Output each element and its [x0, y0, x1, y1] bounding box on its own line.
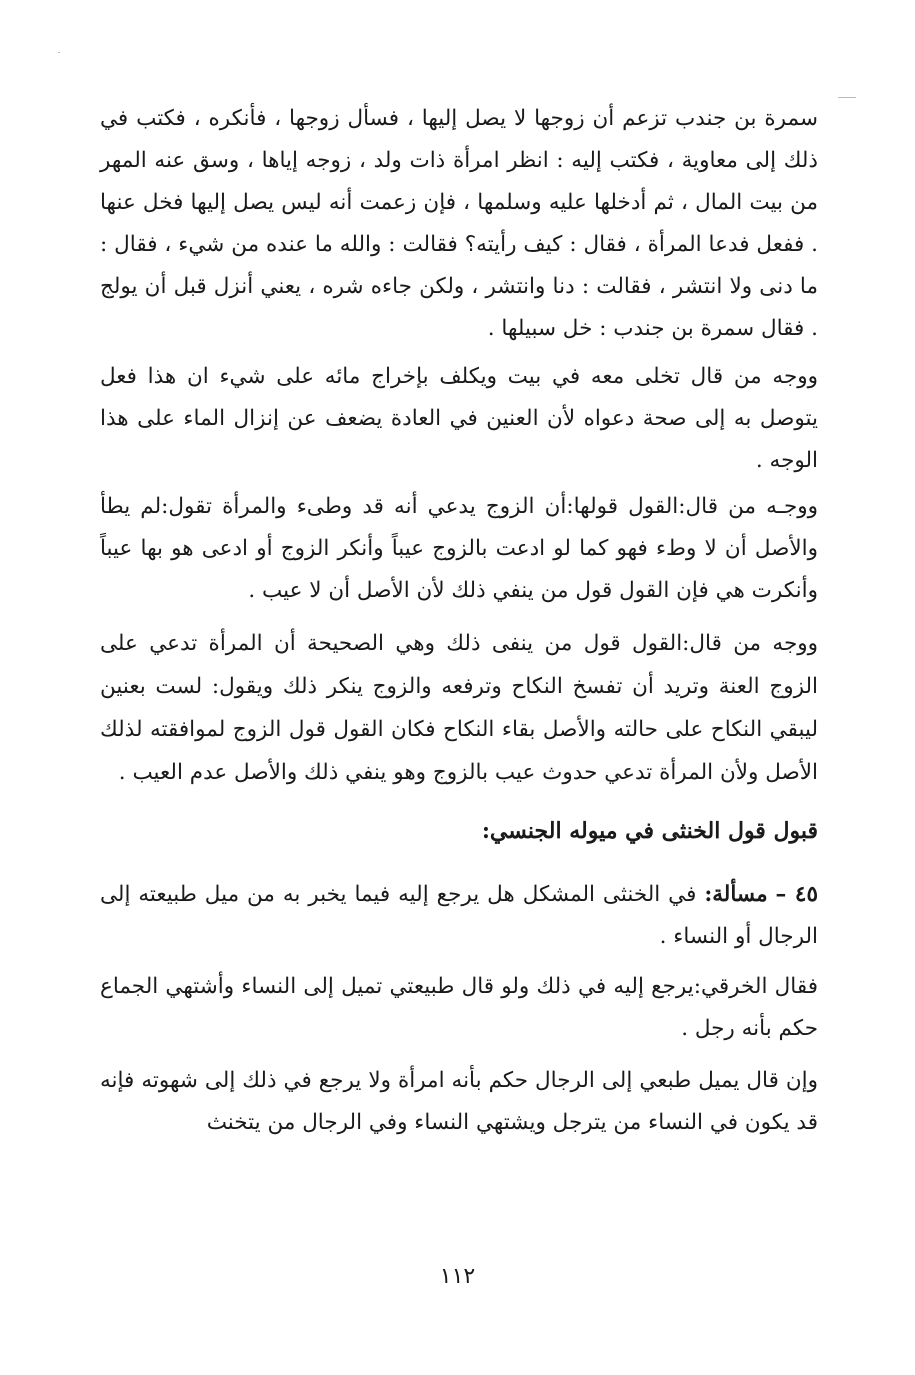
issue-text: في الخنثى المشكل هل يرجع إليه فيما يخبر به من ميل طبيعته إلى الرجال أو النساء . — [100, 882, 818, 949]
paragraph-her-word-argument: ووجـه من قال:القول قولها:أن الزوج يدعي أنه قد وطىء والمرأة تقول:لم يطأ والأصل أن لا وطء فهو كما لو ادعت بالزوج عيباً وأنكر الزوج أو ادعى هو بها عيباً وأنكرت هي فإن القول قول من ينفي ذلك لأن الأصل أن لا عيب . — [100, 494, 818, 603]
paragraph-inclination-to-men: وإن قال يميل طبعي إلى الرجال حكم بأنه امرأة ولا يرجع في ذلك إلى شهوته فإنه قد يكون في النساء من يترجل ويشتهي النساء وفي الرجال من يتخنث — [100, 1068, 818, 1135]
issue-number: ٤٥ – — [775, 882, 818, 907]
paragraph-seclusion-argument: ووجه من قال تخلى معه في بيت ويكلف بإخراج مائه على شيء ان هذا فعل يتوصل به إلى صحة دعواه لأن العنين في العادة يضعف عن إنزال الماء على هذا الوجه . — [100, 364, 818, 473]
paragraph-samura-story: سمرة بن جندب تزعم أن زوجها لا يصل إليها ، فسأل زوجها ، فأنكره ، فكتب في ذلك إلى معاوية ، فكتب إليه : انظر امرأة ذات ولد ، زوجه إياها ، وسق عنه المهر من بيت المال ، ثم أدخلها عليه وسلمها ، فإن زعمت أنه ليس يصل إليها فخل عنها . ففعل فدعا المرأة ، فقال : كيف رأيته؟ فقالت : والله ما عنده من شيء ، فقال : ما دنى ولا انتشر ، فقالت : دنا وانتشر ، ولكن جاءه شره ، يعني أنزل قبل أن يولج . فقال سمرة بن جندب : خل سبيلها . — [100, 106, 818, 341]
issue-label: مسألة: — [704, 882, 768, 907]
section-heading: قبول قول الخنثى في ميوله الجنسي: — [481, 818, 818, 844]
paragraph-denier-argument: ووجه من قال:القول قول من ينفى ذلك وهي الصحيحة أن المرأة تدعي على الزوج العنة وتريد أن تفسخ النكاح وترفعه والزوج ينكر ذلك ويقول: لست بعنين ليبقي النكاح على حالته والأصل بقاء النكاح فكان القول قول الزوج لموافقته لذلك الأصل ولأن المرأة تدعي حدوث عيب بالزوج وهو ينفي ذلك والأصل عدم العيب . — [100, 631, 818, 785]
scan-mark — [838, 97, 856, 98]
page-number: ١١٢ — [439, 1264, 476, 1289]
scan-mark — [58, 52, 60, 53]
page-body — [100, 98, 818, 1144]
paragraph-khiraqi-opinion: فقال الخرقي:يرجع إليه في ذلك ولو قال طبيعتي تميل إلى النساء وأشتهي الجماع حكم بأنه رجل . — [100, 974, 818, 1041]
issue-45-paragraph — [100, 874, 818, 958]
